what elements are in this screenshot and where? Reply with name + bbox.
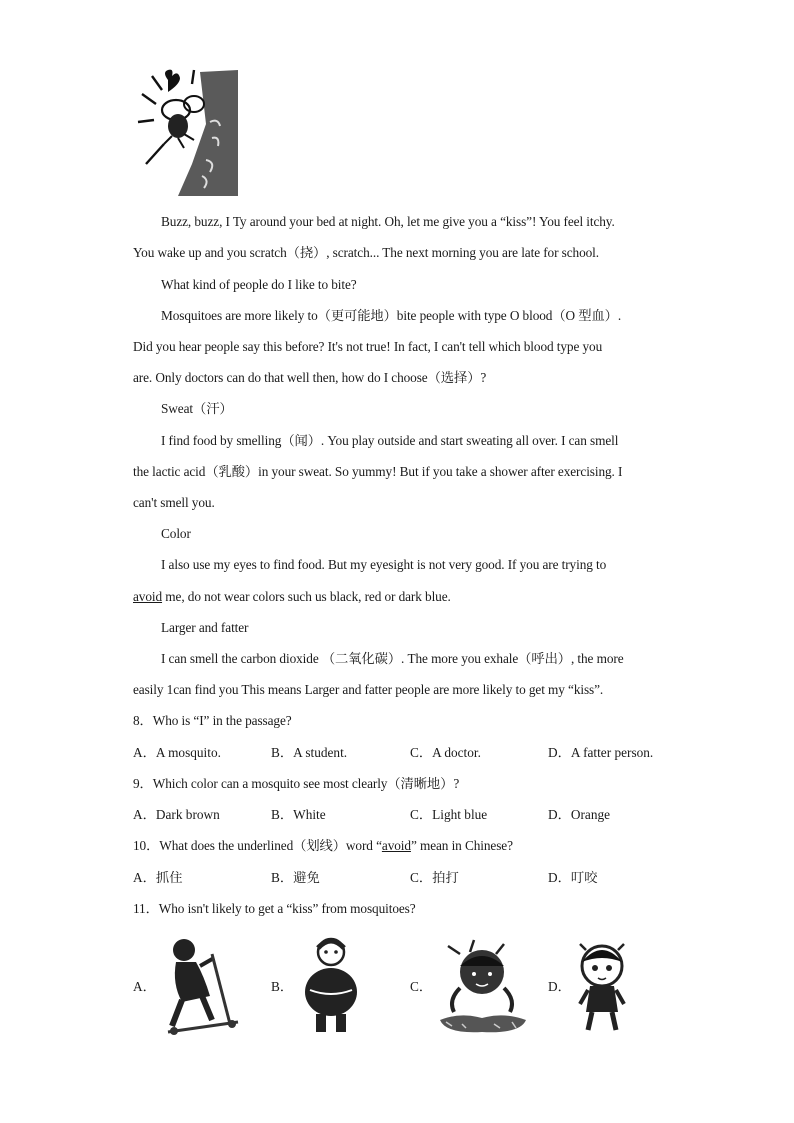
scooter-rider-cartoon[interactable]	[158, 936, 246, 1036]
question-stem: 9．Which color can a mosquito see most clearly（清晰地）?	[133, 776, 460, 791]
option-a[interactable]: A．	[133, 979, 156, 994]
option-c[interactable]: C．拍打	[410, 870, 459, 885]
option-a[interactable]: A．抓住	[133, 870, 183, 885]
option-b[interactable]: B．A student.	[271, 745, 348, 760]
option-c[interactable]: C．	[410, 979, 433, 994]
underlined-word: avoid	[381, 838, 411, 853]
section-heading: Sweat（汗）	[161, 401, 233, 416]
passage-text: are. Only doctors can do that well then, how do I choose（选择）?	[133, 370, 487, 385]
option-b[interactable]: B．	[271, 979, 294, 994]
option-d[interactable]: D．Orange	[548, 807, 611, 822]
option-d[interactable]: D．	[548, 979, 571, 994]
option-b[interactable]: B．White	[271, 807, 326, 822]
passage-text: You wake up and you scratch（挠）, scratch... The next morning you are late for school.	[133, 245, 599, 260]
passage-text: the lactic acid（乳酸）in your sweat. So yummy! But if you take a shower after exercising. I	[133, 464, 623, 479]
section-heading: What kind of people do I like to bite?	[161, 277, 357, 292]
passage-text: Mosquitoes are more likely to（更可能地）bite people with type O blood（O 型血）.	[161, 308, 622, 323]
passage-text: Buzz, buzz, I Ty around your bed at night. Oh, let me give you a “kiss”! You feel itchy.	[161, 214, 615, 229]
section-heading: Color	[161, 526, 191, 541]
option-a[interactable]: A．Dark brown	[133, 807, 220, 822]
boy-in-dark-clothes-cartoon[interactable]	[572, 936, 632, 1036]
passage-text: Did you hear people say this before? It's not true! In fact, I can't tell which blood type you	[133, 339, 603, 354]
mosquito-cartoon	[132, 64, 240, 198]
passage-text: easily 1can find you This means Larger and fatter people are more likely to get my “kiss”.	[133, 682, 604, 697]
fat-boy-cartoon[interactable]	[296, 936, 366, 1036]
passage-text: I also use my eyes to find food. But my eyesight is not very good. If you are trying to	[161, 557, 607, 572]
sweating-girl-cartoon[interactable]	[434, 936, 532, 1036]
section-heading: Larger and fatter	[161, 620, 249, 635]
passage-text: avoid me, do not wear colors such us black, red or dark blue.	[133, 589, 451, 604]
option-b[interactable]: B．避免	[271, 870, 320, 885]
option-d[interactable]: D．叮咬	[548, 870, 598, 885]
passage-text: can't smell you.	[133, 495, 215, 510]
question-stem: 11．Who isn't likely to get a “kiss” from mosquitoes?	[133, 901, 416, 916]
option-c[interactable]: C．Light blue	[410, 807, 488, 822]
option-c[interactable]: C．A doctor.	[410, 745, 481, 760]
underlined-word: avoid	[133, 589, 163, 604]
option-a[interactable]: A．A mosquito.	[133, 745, 221, 760]
passage-text: I find food by smelling（闻）. You play outside and start sweating all over. I can smell	[161, 433, 619, 448]
passage-text: I can smell the carbon dioxide （二氧化碳）. The more you exhale（呼出）, the more	[161, 651, 624, 666]
question-stem: 10．What does the underlined（划线）word “avoid” mean in Chinese?	[133, 838, 513, 853]
question-stem: 8．Who is “I” in the passage?	[133, 713, 292, 728]
option-d[interactable]: D．A fatter person.	[548, 745, 654, 760]
